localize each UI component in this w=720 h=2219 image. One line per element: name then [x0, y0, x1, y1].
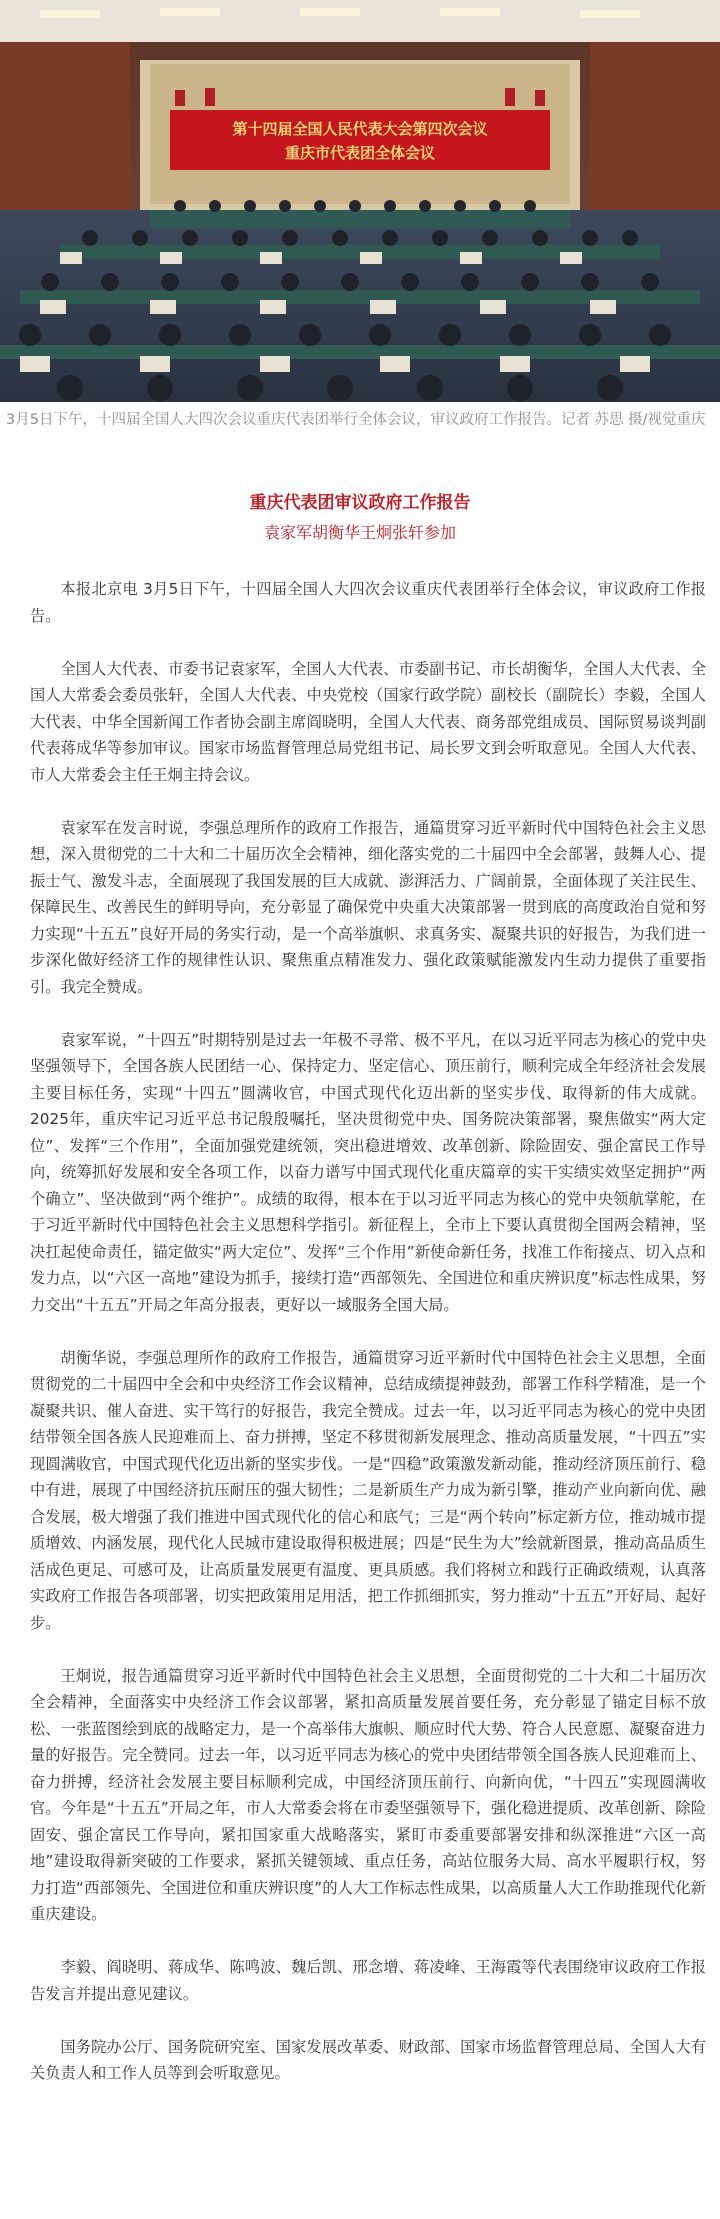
paragraph: 袁家军在发言时说，李强总理所作的政府工作报告，通篇贯穿习近平新时代中国特色社会主义思想，深入贯彻党的二十大和二十届历次全会精神，细化落实党的二十届四中全会部署，鼓舞人心、提振士气、激发斗志，全面展现了我国发展的巨大成就、澎湃活力、广阔前景，全面体现了关注民生、保障民生、改善民生的鲜明导向，充分彰显了确保党中央重大决策部署一贯到底的高度政治自觉和努力实现“十五五”良好开局的务实行动，是一个高举旗帜、求真务实、凝聚共识的好报告，为我们进一步深化做好经济工作的规律性认识、聚焦重点精准发力、强化政策赋能激发内生动力提供了重要指引。我完全赞成。	[30, 818, 706, 996]
banner-line-2: 重庆市代表团全体会议	[284, 144, 436, 162]
paragraph: 王炯说，报告通篇贯穿习近平新时代中国特色社会主义思想，全面贯彻党的二十大和二十届历次全会精神，全面落实中央经济工作会议部署，紧扣高质量发展首要任务，充分彰显了锚定目标不放松、一张蓝图绘到底的战略定力，是一个高举伟大旗帜、顺应时代大势、符合人民意愿、凝聚奋进力量的好报告。完全赞同。过去一年，以习近平同志为核心的党中央团结带领全国各族人民迎难而上、奋力拼搏，经济社会发展主要目标顺利完成，中国经济顶压前行、向新向优，“十四五”实现圆满收官。今年是“十五五”开局之年，市人大常委会将在市委坚强领导下，强化稳进提质、改革创新、除险固安、强企富民工作导向，紧扣国家重大战略落实，紧盯市委重要部署安排和纵深推进“六区一高地”建设取得新突破的工作要求，紧抓关键领域、重点任务，高站位服务大局、高水平履职行权，努力打造“西部领先、全国进位和重庆辨识度”的人大工作标志性成果，以高质量人大工作助推现代化新重庆建设。	[30, 1666, 706, 1923]
article-headline	[0, 490, 720, 546]
photo-caption: 3月5日下午，十四届全国人大四次会议重庆代表团举行全体会议，审议政府工作报告。记者 苏思 摄/视觉重庆	[6, 412, 706, 428]
hero-photo	[0, 0, 720, 402]
paragraph: 李毅、阎晓明、蒋成华、陈鸣波、魏后凯、邢念增、蒋凌峰、王海霞等代表围绕审议政府工作报告发言并提出意见建议。	[30, 1958, 706, 2003]
article-title: 重庆代表团审议政府工作报告	[249, 493, 471, 513]
paragraph: 国务院办公厅、国务院研究室、国家发展改革委、财政部、国家市场监督管理总局、全国人大有关负责人和工作人员等到会听取意见。	[30, 2037, 706, 2082]
paragraph: 全国人大代表、市委书记袁家军，全国人大代表、市委副书记、市长胡衡华，全国人大代表、全国人大常委会委员张轩，全国人大代表、中央党校（国家行政学院）副校长（副院长）李毅，全国人大代表、中华全国新闻工作者协会副主席阎晓明，全国人大代表、商务部党组成员、国际贸易谈判副代表蒋成华等参加审议。国家市场监督管理总局党组书记、局长罗文到会听取意见。全国人大代表、市人大常委会主任王炯主持会议。	[30, 659, 706, 784]
banner-line-1: 第十四届全国人民代表大会第四次会议	[232, 120, 488, 138]
meeting-hall-photo	[0, 0, 720, 402]
paragraph: 袁家军说，“十四五”时期特别是过去一年极不寻常、极不平凡，在以习近平同志为核心的党中央坚强领导下，全国各族人民团结一心、保持定力、坚定信心、顶压前行，顺利完成全年经济社会发展主要目标任务，实现“十四五”圆满收官，中国式现代化迈出新的坚实步伐、取得新的伟大成就。2025年，重庆牢记习近平总书记殷殷嘱托，坚决贯彻党中央、国务院决策部署，聚焦做实“两大定位”、发挥“三个作用”，全面加强党建统领，突出稳进增效、改革创新、除险固安、强企富民工作导向，统筹抓好发展和安全各项工作，以奋力谱写中国式现代化重庆篇章的实干实绩实效坚定拥护“两个确立”、坚决做到“两个维护”。成绩的取得，根本在于以习近平同志为核心的党中央领航掌舵，在于习近平新时代中国特色社会主义思想科学指引。新征程上，全市上下要认真贯彻全国两会精神，坚决扛起使命责任，锚定做实“两大定位”、发挥“三个作用”新使命新任务，找准工作衔接点、切入点和发力点，以“六区一高地”建设为抓手，接续打造“西部领先、全国进位和重庆辨识度”标志性成果，努力交出“十五五”开局之年高分报表，更好以一域服务全国大局。	[30, 1030, 706, 1314]
paragraph: 胡衡华说，李强总理所作的政府工作报告，通篇贯穿习近平新时代中国特色社会主义思想，全面贯彻党的二十届四中全会和中央经济工作会议精神，总结成绩提神鼓劲，部署工作科学精准，是一个凝聚共识、催人奋进、实干笃行的好报告，我完全赞成。过去一年，以习近平同志为核心的党中央团结带领全国各族人民迎难而上、奋力拼搏，坚定不移贯彻新发展理念、推动高质量发展，“十四五”实现圆满收官，中国式现代化迈出新的坚实步伐。一是“四稳”政策激发新动能，推动经济顶压前行、稳中有进，展现了中国经济抗压耐压的强大韧性；二是新质生产力成为新引擎，推动产业向新向优、融合发展，极大增强了我们推进中国式现代化的信心和底气；三是“两个转向”标定新方位，推动城市提质增效、内涵发展，现代化人民城市建设取得积极进展；四是“民生为大”绘就新图景，推动高品质生活成色更足、可感可及，让高质量发展更有温度、更具质感。我们将树立和践行正确政绩观，认真落实政府工作报告各项部署，切实把政策用足用活，把工作抓细抓实，努力推动“十五五”开好局、起好步。	[30, 1348, 706, 1632]
article-subtitle: 袁家军胡衡华王炯张轩参加	[263, 523, 456, 542]
paragraph: 本报北京电 3月5日下午，十四届全国人大四次会议重庆代表团举行全体会议，审议政府工作报告。	[30, 580, 706, 625]
article-body	[0, 546, 720, 2087]
